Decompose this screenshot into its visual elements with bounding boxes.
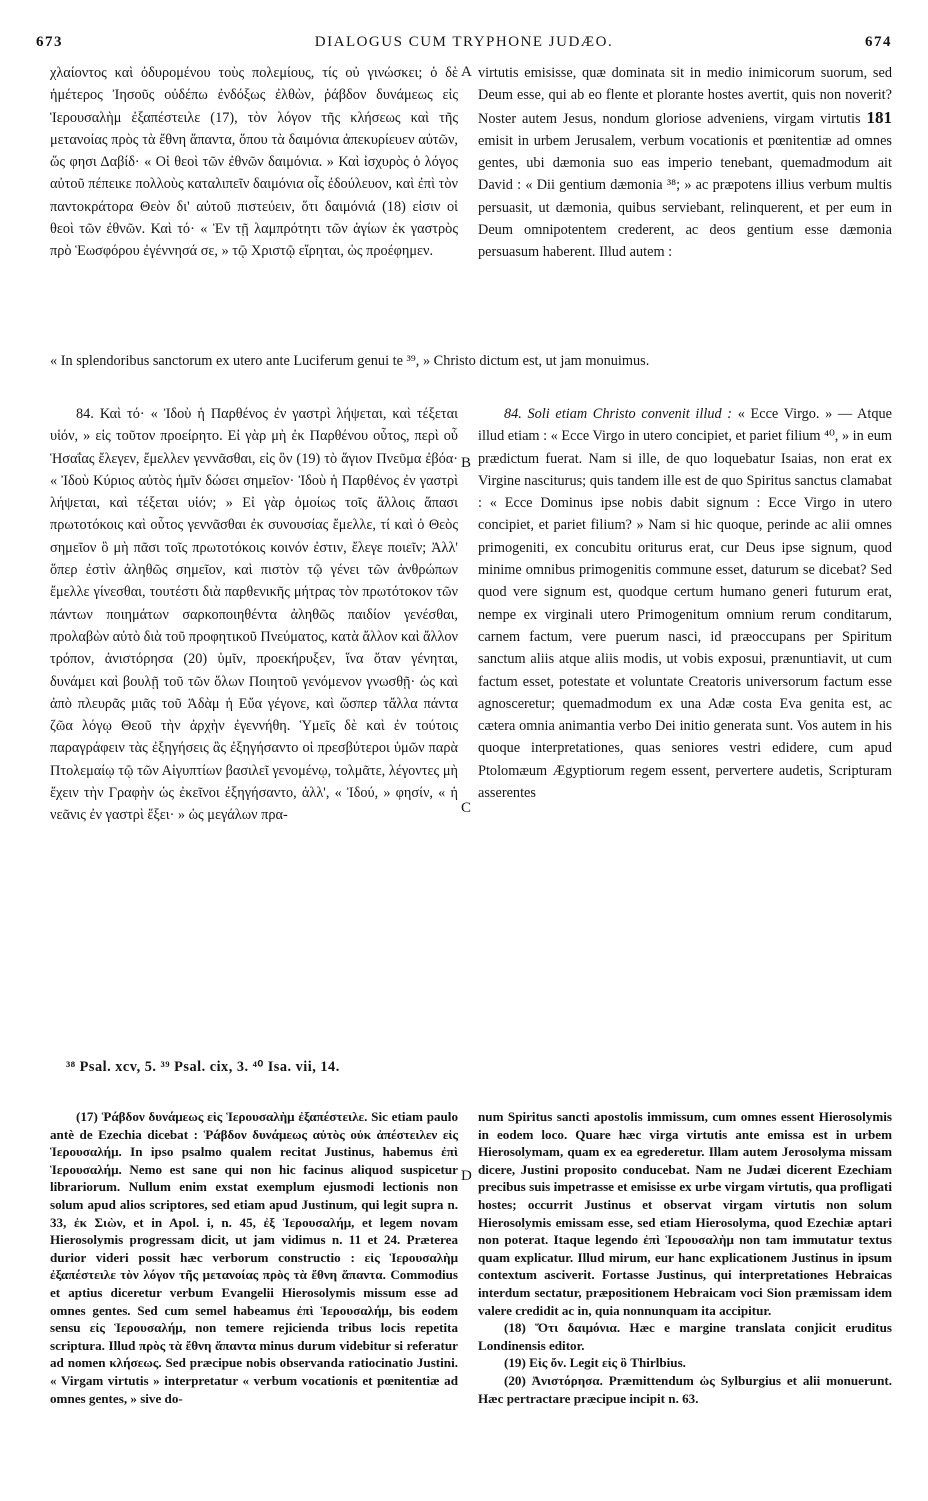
margin-marker-a: A	[461, 64, 472, 80]
margin-marker-c: C	[461, 800, 472, 816]
note-19: (19) Εἰς ὄν. Legit εἰς ὃ Thirlbius.	[504, 1355, 686, 1371]
running-header	[36, 34, 892, 58]
scripture-references: ³⁸ Psal. xcv, 5. ³⁹ Psal. cix, 3. ⁴⁰ Isa. vii, 14.	[66, 1059, 340, 1075]
latin-column-top	[478, 62, 892, 352]
notes-column-left	[50, 1108, 458, 1478]
latin-paragraph-83	[478, 62, 892, 264]
latin-text-84: « Ecce Virgo. » — Atque illud etiam : « Ecce Virgo in utero concipiet, et pariet filium ⁴⁰, » in eum prædictum fuerat. Nam si ille, de quo loquebatur Isaias, non erat ex Virgine nasciturus; quis tandem ille est de quo Spiritus sanctus clamabat : « Ecce Dominus ipse nobis dabit signum : Ecce Virgo in utero concipiet, et pariet filium? » Nam si hic quoque, perinde ac alii omnes primogeniti, ex concubitu oriturus erat, cur Deus ipse signum, quod minime omnibus primogenitis commune esset, daturum se dicebat? Sed quod vere signum est, quodque certum humano generi futurum erat, nempe ex virginali utero Primogenitum omnium rerum conditarum, carnem factum, vere puerum nasci, id præoccupans per Spiritum sanctum aliis atque aliis modis, ut vobis exposui, prænuntiavit, ut cum factum esset, potestate et voluntate Creatoris universorum factum esse agnosceretur; quemadmodum ex una Adæ costa Eva genita est, ac cætera omnia animantia verbo Dei initio generata sunt. Vos autem in his quoque interpretationes, quas seniores vestri edidere, cum apud Ptolomæum Ægyptiorum regem essent, pervertere audetis, Scripturam asserentes	[478, 406, 892, 802]
greek-paragraph-83: χλαίοντος καὶ ὀδυρομένου τοὺς πολεμίους, τίς οὐ γινώσκει; ὁ δὲ ἡμέτερος Ἰησοῦς οὐδέπω ἐνδόξως ἐλθὼν, ῥάβδον δυνάμεως εἰς Ἱερουσαλὴμ ἐξαπέστειλε (17), τὸν λόγον τῆς κλήσεως καὶ τῆς μετανοίας πρὸς τὰ ἔθνη ἅπαντα, ὅπου τὰ δαιμόνια ἀπεκυρίευεν αὐτῶν, ὥς φησι Δαβίδ· « Οἱ θεοὶ τῶν ἐθνῶν δαιμόνια. » Καὶ ἰσχυρὸς ὁ λόγος αὐτοῦ πέπεικε πολλοὺς καταλιπεῖν δαιμόνια οἷς ἐδούλευον, καὶ ἐπὶ τὸν παντοκράτορα Θεὸν δι' αὐτοῦ πιστεύειν, ὅτι δαιμόνιά (18) εἰσιν οἱ θεοὶ τῶν ἐθνῶν. Καὶ τό· « Ἐν τῇ λαμπρότητι τῶν ἁγίων ἐκ γαστρὸς πρὸ Ἑωσφόρου ἐγέννησά σε, » τῷ Χριστῷ εἴρηται, ὡς προέφημεν.	[50, 65, 458, 260]
greek-paragraph-84: 84. Καὶ τό· « Ἰδοὺ ἡ Παρθένος ἐν γαστρὶ λήψεται, καὶ τέξεται υἱόν, » εἰς τοῦτον προείρητο. Εἰ γὰρ μὴ ἐκ Παρθένου οὗτος, περὶ οὗ Ἡσαΐας ἔλεγεν, ἔμελλεν γεννᾶσθαι, εἰς ὃν (19) τὸ ἅγιον Πνεῦμα ἐβόα· « Ἰδοὺ Κύριος αὐτὸς ἡμῖν δώσει σημεῖον· Ἰδοὺ ἡ Παρθένος ἐν γαστρὶ λήψεται, καὶ τέξεται υἱόν; » Εἰ γὰρ ὁμοίως τοῖς ἄλλοις ἅπασι πρωτοτόκοις καὶ οὗτος γεννᾶσθαι ἐκ συνουσίας ἔμελλε, τί καὶ ὁ Θεὸς σημεῖον ὃ μὴ πᾶσι τοῖς πρωτοτόκοις κοινόν ἐστιν, ἔλεγε ποιεῖν; Ἀλλ' ὅπερ ἐστὶν ἀληθῶς σημεῖον, καὶ πιστὸν τῷ γένει τῶν ἀνθρώπων ἔμελλε γίνεσθαι, τουτέστι διὰ παρθενικῆς μήτρας τὸν πρωτότοκον τῶν πάντων ποιημάτων σαρκοποιηθέντα ἀληθῶς παιδίον γενέσθαι, προλαβὼν αὐτὸ διὰ τοῦ προφητικοῦ Πνεύματος, κατὰ ἄλλον καὶ ἄλλον τρόπον, ἀνιστόρησα (20) ὑμῖν, προεκήρυξεν, ἵνα ὅταν γένηται, δυνάμει καὶ βουλῇ τοῦ τῶν ὅλων Ποιητοῦ γενόμενον γνωσθῇ· ὡς καὶ ἀπὸ πλευρᾶς μιᾶς τοῦ Ἀδὰμ ἡ Εὔα γέγονε, καὶ ὥσπερ τἄλλα πάντα ζῶα λόγῳ Θεοῦ τὴν ἀρχὴν ἐγεννήθη. Ὑμεῖς δὲ καὶ ἐν τούτοις παραγράφειν τὰς ἐξηγήσεις ἃς ἐξηγήσαντο οἱ πρεσβύτεροι ὑμῶν παρὰ Πτολεμαίῳ τῷ τῶν Αἰγυπτίων βασιλεῖ γενομένῳ, τολμᾶτε, λέγοντες μὴ ἔχειν τὴν Γραφὴν ὡς ἐκεῖνοι ἐξηγήσαντο, ἀλλ', « Ἰδού, » φησίν, « ἡ νεᾶνις ἐν γαστρὶ ἕξει· » ὡς μεγάλων πρα-	[50, 406, 458, 824]
latin-text-part-2: emisit in urbem Jerusalem, verbum vocationis et pœnitentiæ ad omnes gentes, ubi dæmonia suo eas imperio tenebant, quemadmodum ait David : « Dii gentium dæmonia ³⁸; » ac præpotens illius verbum multis persuasit, ut dæmonia, quibus serviebant, relinquerent, et per eum in Deum omnipotentem crederent, ac deos gentium esse dæmonia persuasum haberent. Illud autem :	[478, 132, 892, 261]
note-18: (18) Ὅτι δαιμόνια. Hæc e margine translata conjicit eruditus Londinensis editor.	[478, 1320, 892, 1353]
greek-column-84	[50, 403, 458, 1053]
latin-column-84	[478, 403, 892, 1053]
greek-column-top	[50, 62, 458, 352]
note-17: (17) Ῥάβδον δυνάμεως εἰς Ἱερουσαλὴμ ἐξαπέστειλε. Sic etiam paulo antè de Ezechia dicebat : Ῥάβδον δυνάμεως αὐτὸς οὐκ ἀπέστειλεν εἰς Ἱερουσαλήμ. In ipso psalmo qualem recitat Justinus, habemus ἐπὶ Ἱερουσαλήμ. Nemo est sane qui non hic facinus aliquod suspicetur librariorum. Nullum enim exstat exemplum ejusmodi lectionis non solum apud alios scriptores, sed etiam apud Justinum, qui legit supra n. 33, ἐκ Σιὼν, et in Apol. i, n. 45, ἐξ Ἱερουσαλήμ, et legem novam Hierosolymis progressam dicit, ut jam vidimus n. 11 et 24. Præterea durior videri possit hæc verborum constructio : εἰς Ἱερουσαλὴμ ἐξαπέστειλε τὸν λόγον τῆς μετανοίας πρὸς τὰ ἔθνη ἅπαντα. Commodius et aptius diceretur verbum Evangelii Hierosolymis missum esse ad omnes gentes. Sed cum semel habeamus ἐπὶ Ἱερουσαλήμ, bis eodem sensu εἰς Ἱερουσαλήμ, non temere rejicienda tribus locis repetita scriptura. Illud πρὸς τὰ ἔθνη ἅπαντα minus durum videbitur si referatur ad nomen κλήσεως. Sed præcipue nobis observanda ratiocinatio Justini. « Virgam virtutis » interpretatur « verbum vocationis et pœnitentiæ ad omnes gentes, » sive do-	[50, 1109, 458, 1406]
notes-column-right	[478, 1108, 892, 1478]
latin-paragraph-84	[478, 403, 892, 804]
margin-marker-d: D	[461, 1168, 472, 1184]
note-20: (20) Ἀνιστόρησα. Præmittendum ὡς Sylburgius et alii monuerunt. Hæc pertractare præcipue incipit n. 63.	[478, 1372, 892, 1406]
note-17-continued: num Spiritus sancti apostolis immissum, cum omnes essent Hierosolymis in eodem loco. Quare hæc virga virtutis ante emissa est in urbem Hierosolymam, quam ex ea egrederetur. Illam autem Jerosolyma missam dicere, Justini proposito conducebat. Nam ne Judæi dicerent Ezechiam precibus suis impetrasse et emisisse ex urbe virgam virtutis, qua profligati hostes; occurrit Justinus et observat virgam virtutis non solum Hierosolymis emissam esse, sed etiam Hierosolyma, quod Ezechiæ aptari non poterat. Itaque legendo ἐπὶ Ἱερουσαλὴμ non tam immutatur textus quam explicatur. Illud mirum, eur hanc explicationem Justinus in ipsum contextum asciverit. Fortasse Justinus, qui interpretationes Hebraicas interdum sectatur, præpositionem Hebraicam voci Sion præmissam idem valere credidit ac in, quia nonnunquam ita accipitur.	[478, 1109, 892, 1318]
full-width-line: « In splendoribus sanctorum ex utero ante Luciferum genui te ³⁹, » Christo dictum est, ut jam monuimus.	[50, 353, 650, 369]
page-number-left: 673	[36, 34, 63, 50]
running-title: DIALOGUS CUM TRYPHONE JUDÆO.	[314, 34, 614, 50]
margin-marker-b: B	[461, 455, 472, 471]
page-number-right: 674	[865, 34, 892, 50]
column-number: 181	[866, 107, 892, 127]
latin-text-part-1: virtutis emisisse, quæ dominata sit in medio inimicorum suorum, sed Deum esse, qui ab eo flente et plorante hostes avertit, quis non noverit? Noster autem Jesus, nondum gloriose adveniens, virgam virtutis	[478, 65, 892, 127]
section-heading-84: 84. Soli etiam Christo convenit illud :	[504, 406, 733, 422]
